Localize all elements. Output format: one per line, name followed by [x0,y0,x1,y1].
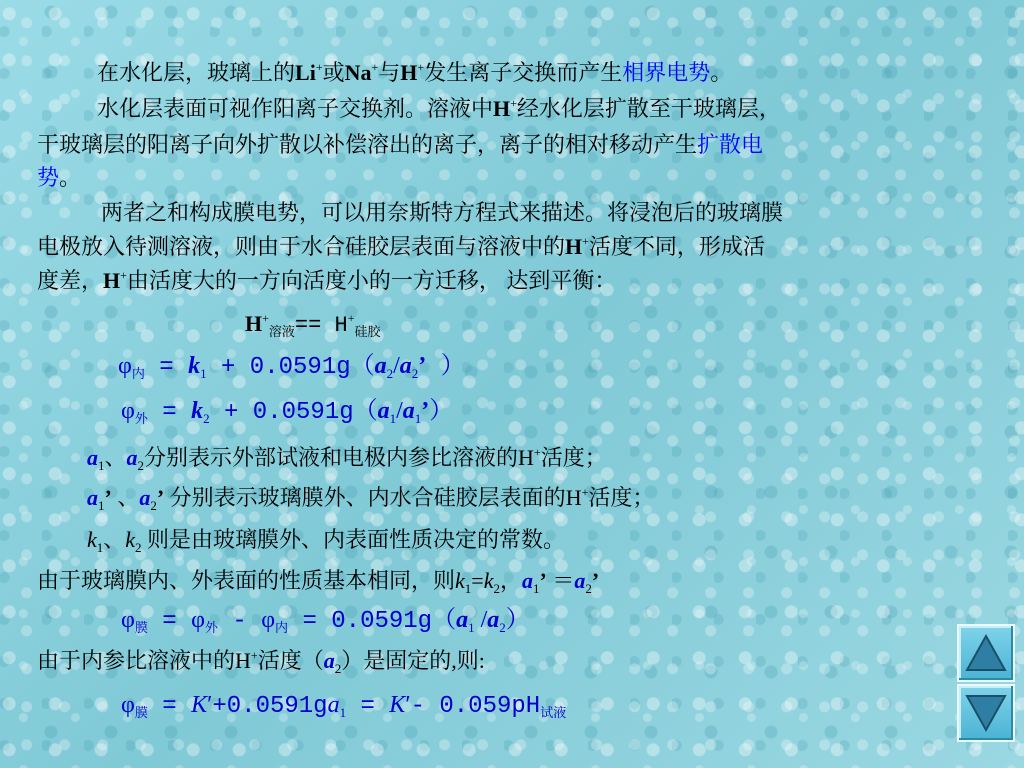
triangle-down-icon [964,693,1008,733]
paragraph-diffusion-line2: 干玻璃层的阳离子向外扩散以补偿溶出的离子，离子的相对移动产生扩散电 [37,132,764,157]
definition-a1-a2: $a_1$、$a_2$分别表示外部试液和电极内参比溶液的H+活度； [87,445,607,473]
paragraph-diffusion-line1: 水化层表面可视作阳离子交换剂。溶液中H+经水化层扩散至干玻璃层， [97,96,781,121]
definition-a1-prime-a2-prime: $a_1$’ 、$a_2$’ 分别表示玻璃膜外、内水合硅胶层表面的H+活度； [87,485,655,513]
equation-phi-membrane: $\varphi_膜 = \varphi_外 - \varphi_内 = 0.0591g(a_1$ $/a_2$） [121,607,530,635]
paragraph-nernst-line1: 两者之和构成膜电势，可以用奈斯特方程式来描述。将浸泡后的玻璃膜 [101,200,784,225]
equation-equilibrium: $H^+_{溶液}== H^+_{硅胶}$ [245,311,381,339]
previous-slide-button[interactable] [957,624,1015,682]
condition-equal-surfaces: 由于玻璃膜内、外表面的性质基本相同，则$k_1=k_2$，$a_1$’ $=a_2$’ [37,568,600,596]
equation-phi-inner: $\varphi_内 = k_1 + 0.0591g(a_2/a_2$’ ） [118,353,465,381]
equation-phi-outer: $\varphi_外 = k_2$ + $0.0591g(a_1/a_1’)$ [121,398,454,426]
condition-fixed-activity: 由于内参比溶液中的H+活度$(a_2)$是固定的,则: [37,648,485,676]
paragraph-phase-boundary: 在水化层，玻璃上的Li+或Na+与H+发生离子交换而产生相界电势。 [97,60,733,85]
definition-k1-k2: $k_1$、$k_2$ 则是由玻璃膜外、内表面性质决定的常数。 [87,527,566,555]
equation-final: $\varphi_膜 = K'+0.0591ga_1 = K'-$ $0.059pH_{试液}$ [121,692,567,720]
paragraph-nernst-line2: 电极放入待测溶液，则由于水合硅胶层表面与溶液中的H+活度不同，形成活 [37,234,765,259]
paragraph-diffusion-line3: 势。 [37,165,82,190]
next-slide-button[interactable] [957,684,1015,742]
triangle-up-icon [964,633,1008,673]
term-diffusion-potential: 扩散电 [697,132,764,157]
paragraph-nernst-line3: 度差，H+由活度大的一方向活度小的一方迁移， 达到平衡： [37,268,617,293]
term-phase-boundary-potential: 相界电势 [622,60,711,85]
